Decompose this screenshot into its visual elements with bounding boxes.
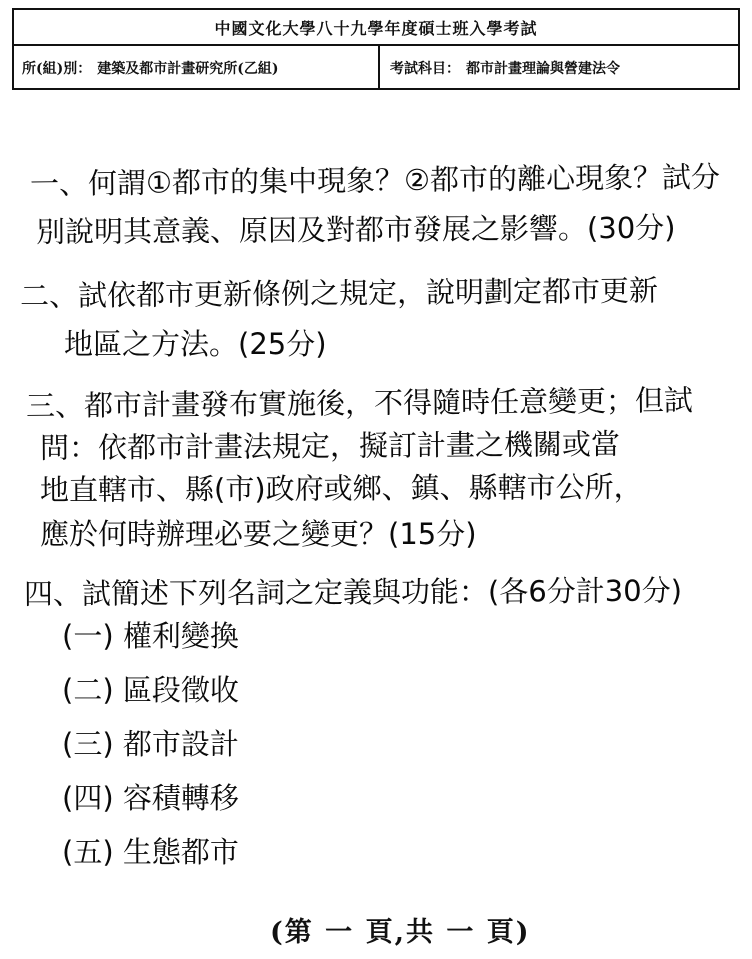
- subject-cell: [380, 46, 738, 90]
- department-value: 建築及都市計畫研究所(乙組): [97, 61, 279, 77]
- question-3-line-1: 三、都市計畫發布實施後，不得隨時任意變更；但試: [25, 383, 694, 423]
- question-4-item-2: (二) 區段徵收: [62, 673, 239, 707]
- question-1-line-2: 別說明其意義、原因及對都市發展之影響。(30分): [35, 210, 676, 249]
- question-4-item-1: (一) 權利變換: [62, 619, 239, 653]
- department-cell: [14, 46, 380, 90]
- question-4-item-5: (五) 生態都市: [62, 835, 239, 869]
- exam-info-row: [14, 46, 738, 90]
- question-2-line-1: 二、試依都市更新條例之規定，說明劃定都市更新: [19, 273, 659, 313]
- exam-title: 中國文化大學八十九學年度碩士班入學考試: [14, 10, 738, 46]
- question-4-item-3: (三) 都市設計: [62, 727, 239, 761]
- question-2-line-2: 地區之方法。(25分): [64, 327, 327, 361]
- exam-header: [12, 8, 740, 90]
- question-3-line-3: 地直轄市、縣(市)政府或鄉、鎮、縣轄市公所，: [39, 469, 643, 507]
- question-3-line-4: 應於何時辦理必要之變更？(15分): [40, 517, 477, 551]
- question-1-line-1: 一、何謂①都市的集中現象？②都市的離心現象？試分: [29, 159, 721, 201]
- page-number: (第 一 頁,共 一 頁): [270, 917, 531, 948]
- subject-label: 考試科目：: [390, 61, 460, 77]
- question-4-item-4: (四) 容積轉移: [62, 781, 239, 815]
- question-4-line-1: 四、試簡述下列名詞之定義與功能：(各6分計30分): [23, 573, 683, 611]
- question-3-line-2: 問：依都市計畫法規定，擬訂計畫之機關或當: [39, 426, 621, 465]
- department-label: 所(組)別：: [22, 61, 92, 77]
- subject-value: 都市計畫理論與營建法令: [466, 61, 620, 77]
